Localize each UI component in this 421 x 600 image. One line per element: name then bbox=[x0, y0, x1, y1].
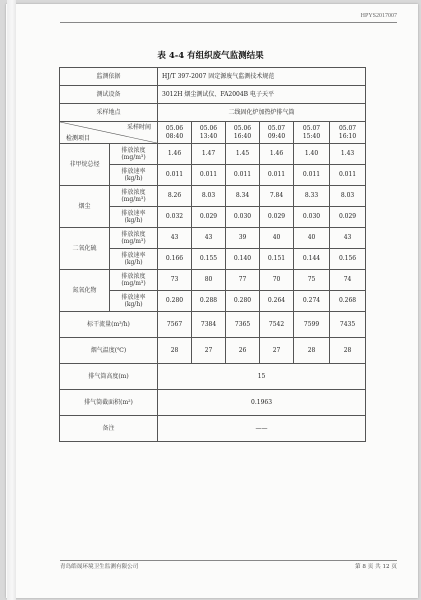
time-cell-3 bbox=[226, 122, 260, 144]
time-date: 05.07 bbox=[302, 125, 321, 132]
value-cell: 7542 bbox=[260, 312, 294, 338]
value-cell: 43 bbox=[330, 228, 366, 249]
time-date: 05.06 bbox=[165, 125, 184, 132]
rate-text: 排放速率 bbox=[121, 209, 146, 217]
value-cell: 27 bbox=[260, 338, 294, 364]
diag-item: 检测项目 bbox=[66, 134, 91, 142]
nox-conc-row bbox=[60, 270, 366, 291]
conc-text: 排放浓度 bbox=[121, 188, 146, 196]
time-date: 05.06 bbox=[233, 125, 252, 132]
value-cell: 0.029 bbox=[192, 207, 226, 228]
value-cell: 27 bbox=[192, 338, 226, 364]
value-cell: 0.144 bbox=[294, 249, 330, 270]
footer-company: 青岛皓晟环境卫生监测有限公司 bbox=[60, 564, 139, 570]
value-cell: 73 bbox=[158, 270, 192, 291]
time-date: 05.07 bbox=[267, 125, 286, 132]
value-cell: 26 bbox=[226, 338, 260, 364]
location-label: 采样地点 bbox=[60, 104, 158, 122]
pollutant-name: 二氧化硫 bbox=[60, 228, 110, 270]
value-cell: 0.011 bbox=[192, 165, 226, 186]
value-cell: 8.34 bbox=[226, 186, 260, 207]
header-rule bbox=[60, 22, 397, 23]
value-cell: 28 bbox=[294, 338, 330, 364]
value-cell: 0.280 bbox=[226, 291, 260, 312]
value-cell: 1.47 bbox=[192, 144, 226, 165]
conc-unit: (mg/m³) bbox=[121, 280, 146, 287]
time-clock: 08:40 bbox=[165, 132, 184, 140]
value-cell: 1.45 bbox=[226, 144, 260, 165]
rate-label bbox=[110, 249, 158, 270]
time-date: 05.07 bbox=[338, 125, 357, 132]
value-cell: 0.029 bbox=[260, 207, 294, 228]
value-cell: 40 bbox=[294, 228, 330, 249]
value-cell: 39 bbox=[226, 228, 260, 249]
value-cell: 70 bbox=[260, 270, 294, 291]
info-row-basis bbox=[60, 68, 366, 86]
height-row bbox=[60, 364, 366, 390]
height-label: 排气筒高度(m) bbox=[60, 364, 158, 390]
time-cell-6 bbox=[330, 122, 366, 144]
diagonal-header-cell bbox=[60, 122, 158, 144]
conc-label bbox=[110, 144, 158, 165]
value-cell: 7384 bbox=[192, 312, 226, 338]
value-cell: 0.011 bbox=[294, 165, 330, 186]
value-cell: 80 bbox=[192, 270, 226, 291]
rate-text: 排放速率 bbox=[121, 167, 146, 175]
value-cell: 0.155 bbox=[192, 249, 226, 270]
flow-row bbox=[60, 312, 366, 338]
remark-row bbox=[60, 416, 366, 442]
table-title: 表 4-4 有组织废气监测结果 bbox=[157, 51, 264, 61]
value-cell: 0.280 bbox=[158, 291, 192, 312]
value-cell: 0.030 bbox=[294, 207, 330, 228]
rate-unit: (kg/h) bbox=[124, 259, 143, 266]
value-cell: 7365 bbox=[226, 312, 260, 338]
time-clock: 16:10 bbox=[338, 132, 357, 140]
time-date: 05.06 bbox=[199, 125, 218, 132]
conc-text: 排放浓度 bbox=[121, 146, 146, 154]
time-header-row bbox=[60, 122, 366, 144]
conc-text: 排放浓度 bbox=[121, 272, 146, 280]
value-cell: 0.268 bbox=[330, 291, 366, 312]
temp-row bbox=[60, 338, 366, 364]
value-cell: 8.03 bbox=[330, 186, 366, 207]
value-cell: 1.46 bbox=[158, 144, 192, 165]
pollutant-name: 氮氧化物 bbox=[60, 270, 110, 312]
value-cell: 0.011 bbox=[260, 165, 294, 186]
time-clock: 15:40 bbox=[302, 132, 321, 140]
value-cell: 0.011 bbox=[330, 165, 366, 186]
time-cell-5 bbox=[294, 122, 330, 144]
remark-label: 备注 bbox=[60, 416, 158, 442]
time-cell-4 bbox=[260, 122, 294, 144]
equipment-label: 测试设备 bbox=[60, 86, 158, 104]
conc-unit: (mg/m³) bbox=[121, 154, 146, 161]
pollutant-name: 烟尘 bbox=[60, 186, 110, 228]
nmhc-conc-row bbox=[60, 144, 366, 165]
equipment-value: 3012H 烟尘测试仪、FA2004B 电子天平 bbox=[158, 86, 366, 104]
so2-conc-row bbox=[60, 228, 366, 249]
flow-label: 标干流量(m³/h) bbox=[60, 312, 158, 338]
page-binding-edge bbox=[7, 0, 16, 600]
value-cell: 8.26 bbox=[158, 186, 192, 207]
conc-unit: (mg/m³) bbox=[121, 238, 146, 245]
value-cell: 40 bbox=[260, 228, 294, 249]
rate-text: 排放速率 bbox=[121, 251, 146, 259]
time-cell-2 bbox=[192, 122, 226, 144]
value-cell: 0.156 bbox=[330, 249, 366, 270]
value-cell: 74 bbox=[330, 270, 366, 291]
info-row-equipment bbox=[60, 86, 366, 104]
value-cell: 7435 bbox=[330, 312, 366, 338]
rate-text: 排放速率 bbox=[121, 293, 146, 301]
time-clock: 13:40 bbox=[199, 132, 218, 140]
footer-rule bbox=[60, 560, 397, 561]
temp-label: 烟气温度(℃) bbox=[60, 338, 158, 364]
conc-text: 排放浓度 bbox=[121, 230, 146, 238]
value-cell: 75 bbox=[294, 270, 330, 291]
value-cell: 1.40 bbox=[294, 144, 330, 165]
info-row-location bbox=[60, 104, 366, 122]
time-cell-1 bbox=[158, 122, 192, 144]
basis-value: HJ/T 397-2007 固定源废气监测技术规范 bbox=[158, 68, 366, 86]
basis-label: 监测依据 bbox=[60, 68, 158, 86]
value-cell: 77 bbox=[226, 270, 260, 291]
value-cell: 7567 bbox=[158, 312, 192, 338]
value-cell: 7599 bbox=[294, 312, 330, 338]
diag-sampling-time: 采样时间 bbox=[127, 124, 152, 131]
remark-value: —— bbox=[158, 416, 366, 442]
area-label: 排气筒截面积(m²) bbox=[60, 390, 158, 416]
conc-label bbox=[110, 186, 158, 207]
rate-unit: (kg/h) bbox=[124, 217, 143, 224]
area-row bbox=[60, 390, 366, 416]
rate-label bbox=[110, 291, 158, 312]
conc-unit: (mg/m³) bbox=[121, 196, 146, 203]
rate-label bbox=[110, 165, 158, 186]
value-cell: 0.029 bbox=[330, 207, 366, 228]
value-cell: 0.011 bbox=[158, 165, 192, 186]
value-cell: 1.43 bbox=[330, 144, 366, 165]
conc-label bbox=[110, 270, 158, 291]
value-cell: 43 bbox=[192, 228, 226, 249]
emission-results-table bbox=[59, 67, 366, 442]
height-value: 15 bbox=[158, 364, 366, 390]
value-cell: 7.84 bbox=[260, 186, 294, 207]
time-clock: 09:40 bbox=[267, 132, 286, 140]
value-cell: 0.274 bbox=[294, 291, 330, 312]
conc-label bbox=[110, 228, 158, 249]
value-cell: 8.03 bbox=[192, 186, 226, 207]
value-cell: 0.032 bbox=[158, 207, 192, 228]
rate-label bbox=[110, 207, 158, 228]
location-value: 二线固化炉加热炉排气筒 bbox=[158, 104, 366, 122]
value-cell: 0.264 bbox=[260, 291, 294, 312]
report-code: HPYS2017007 bbox=[360, 13, 397, 19]
pollutant-name: 非甲烷总烃 bbox=[60, 144, 110, 186]
value-cell: 0.030 bbox=[226, 207, 260, 228]
dust-conc-row bbox=[60, 186, 366, 207]
value-cell: 0.166 bbox=[158, 249, 192, 270]
value-cell: 1.46 bbox=[260, 144, 294, 165]
value-cell: 0.288 bbox=[192, 291, 226, 312]
value-cell: 0.140 bbox=[226, 249, 260, 270]
value-cell: 28 bbox=[330, 338, 366, 364]
value-cell: 0.151 bbox=[260, 249, 294, 270]
rate-unit: (kg/h) bbox=[124, 175, 143, 182]
footer-page-number: 第 8 页 共 12 页 bbox=[355, 564, 397, 570]
value-cell: 43 bbox=[158, 228, 192, 249]
value-cell: 8.33 bbox=[294, 186, 330, 207]
time-clock: 16:40 bbox=[233, 132, 252, 140]
value-cell: 28 bbox=[158, 338, 192, 364]
value-cell: 0.011 bbox=[226, 165, 260, 186]
rate-unit: (kg/h) bbox=[124, 301, 143, 308]
area-value: 0.1963 bbox=[158, 390, 366, 416]
